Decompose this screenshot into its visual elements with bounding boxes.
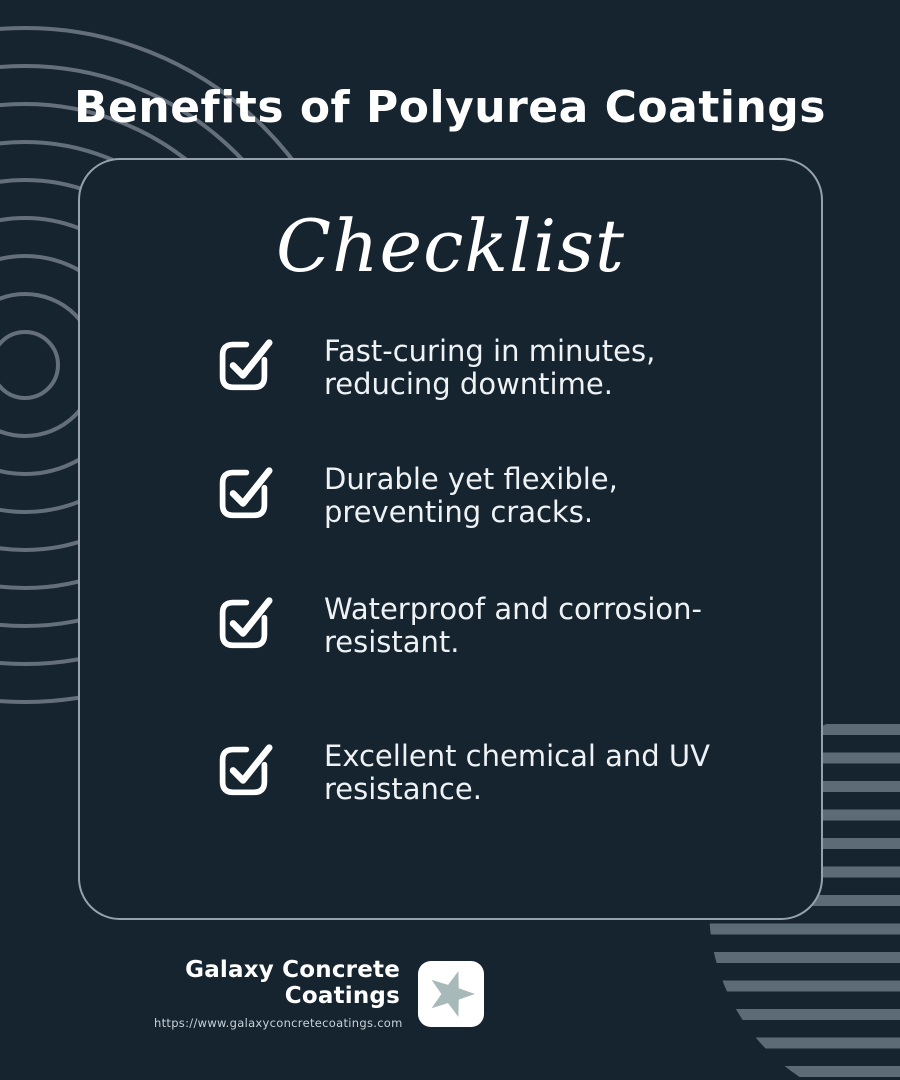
item-text-line: preventing cracks. xyxy=(324,495,594,529)
checked-checkbox-icon xyxy=(215,594,272,651)
list-item xyxy=(215,740,821,806)
item-text xyxy=(324,593,702,659)
item-text xyxy=(324,463,618,529)
checklist-card xyxy=(78,158,823,920)
checked-checkbox-icon xyxy=(215,464,272,521)
checklist-items xyxy=(80,335,821,806)
item-text-line: resistant. xyxy=(324,625,460,659)
item-text-line: Durable yet flexible, xyxy=(324,462,618,496)
page-title: Benefits of Polyurea Coatings xyxy=(74,82,826,133)
brand-footer xyxy=(154,957,484,1030)
item-text-line: reducing downtime. xyxy=(324,367,613,401)
checked-checkbox-icon xyxy=(215,336,272,393)
item-text-line: Fast-curing in minutes, xyxy=(324,334,656,368)
brand-name: Galaxy Concrete Coatings xyxy=(185,957,400,1009)
card-heading: Checklist xyxy=(276,204,625,288)
checked-checkbox-icon xyxy=(215,741,272,798)
item-text-line: Excellent chemical and UV xyxy=(324,739,710,773)
list-item xyxy=(215,335,821,401)
item-text xyxy=(324,740,710,806)
star-icon xyxy=(426,969,476,1019)
brand-url: https://www.galaxyconcretecoatings.com xyxy=(154,1016,403,1030)
list-item xyxy=(215,463,821,529)
list-item xyxy=(215,593,821,659)
brand-text-block xyxy=(154,957,403,1030)
item-text-line: resistance. xyxy=(324,772,482,806)
item-text xyxy=(324,335,655,401)
brand-logo xyxy=(418,961,484,1027)
item-text-line: Waterproof and corrosion- xyxy=(324,592,702,626)
